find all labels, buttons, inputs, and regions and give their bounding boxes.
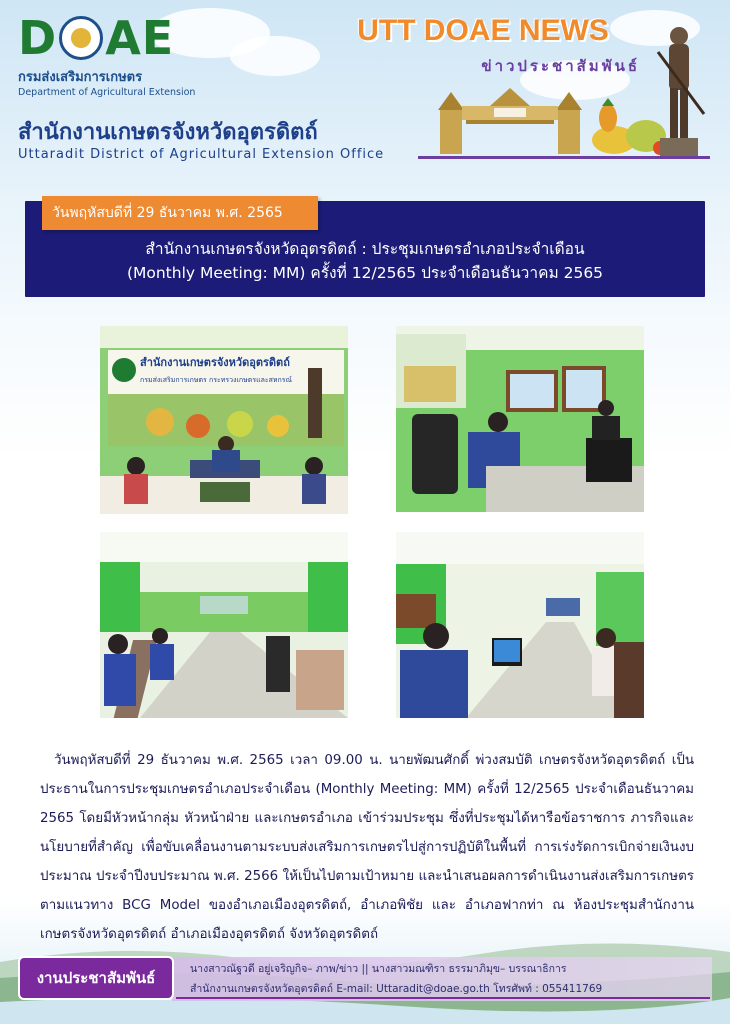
article-title-line-1: สำนักงานเกษตรจังหวัดอุตรดิตถ์ : ประชุมเกษตรอำเภอประจำเดือน bbox=[145, 240, 585, 258]
news-title: UTT DOAE NEWS bbox=[357, 14, 609, 47]
news-subtitle: ข่าวประชาสัมพันธ์ bbox=[481, 57, 640, 75]
footer-divider bbox=[176, 997, 710, 999]
city-gate-icon bbox=[430, 86, 590, 154]
cloud bbox=[230, 36, 320, 76]
logo-english-name: Department of Agricultural Extension bbox=[18, 87, 196, 98]
page-header bbox=[0, 0, 730, 175]
meeting-photo-3 bbox=[100, 532, 348, 718]
meeting-photo-4-image bbox=[396, 532, 644, 718]
meeting-photo-4 bbox=[396, 532, 644, 718]
article-body bbox=[40, 746, 694, 949]
office-name-thai: สำนักงานเกษตรจังหวัดอุตรดิตถ์ bbox=[18, 120, 318, 145]
article-date: วันพฤหัสบดีที่ 29 ธันวาคม พ.ศ. 2565 bbox=[42, 196, 318, 230]
meeting-photo-1-image bbox=[100, 326, 348, 514]
header-divider bbox=[418, 156, 710, 159]
logo-wordmark: D AE bbox=[18, 11, 175, 65]
meeting-photo-2-image bbox=[396, 326, 644, 512]
doae-logo bbox=[18, 12, 218, 98]
meeting-photo-2 bbox=[396, 326, 644, 512]
logo-thai-name: กรมส่งเสริมการเกษตร bbox=[18, 70, 143, 85]
footer-contact: สำนักงานเกษตรจังหวัดอุตรดิตถ์ E-mail: Uttaradit@doae.go.th โทรศัพท์ : 055411769 bbox=[190, 983, 603, 995]
office-name-english: Uttaradit District of Agricultural Extension Office bbox=[18, 147, 385, 162]
article-title-line-2: (Monthly Meeting: MM) ครั้งที่ 12/2565 ประจำเดือนธันวาคม 2565 bbox=[126, 264, 604, 282]
footer-credits: นางสาวณัฐวดี อยู่เจริญกิจ– ภาพ/ข่าว || นางสาวมณฑิรา ธรรมาภิมุข– บรรณาธิการ bbox=[190, 963, 567, 975]
meeting-photo-1 bbox=[100, 326, 348, 514]
statue-icon bbox=[648, 22, 710, 156]
footer-tag: งานประชาสัมพันธ์ bbox=[20, 958, 172, 998]
photo-banner-subtitle: กรมส่งเสริมการเกษตร กระทรวงเกษตรและสหกรณ์ bbox=[140, 376, 293, 384]
photo-banner-title: สำนักงานเกษตรจังหวัดอุตรดิตถ์ bbox=[140, 356, 290, 369]
meeting-photo-3-image bbox=[100, 532, 348, 718]
seal-icon bbox=[59, 16, 103, 60]
article-body-text: วันพฤหัสบดีที่ 29 ธันวาคม พ.ศ. 2565 เวลา 09.00 น. นายพัฒนศักดิ์ พ่วงสมบัติ เกษตรจังหวัดอุตรดิตถ์ เป็นประธานในการประชุมเกษตรอำเภอประจำเดือน (Monthly Meeting: MM) ครั้งที่ 12/2565 ประจำเดือนธันวาคม 2565 โดยมีหัวหน้ากลุ่ม หัวหน้าฝ่าย และเกษตรอำเภอ เข้าร่วมประชุม ซึ่งที่ประชุมได้หารือข้อราชการ ภารกิจและนโยบายที่สำคัญ เพื่อขับเคลื่อนงานตามระบบส่งเสริมการเกษตรไปสู่การปฏิบัติในพื้นที่ การเร่งรัดการเบิกจ่ายเงินงบประมาณ ประจำปีงบประมาณ พ.ศ. 2566 ให้เป็นไปตามเป้าหมาย และนำเสนอผลการดำเนินงานส่งเสริมการเกษตรตามแนวทาง BCG Model ของอำเภอเมืองอุตรดิตถ์, อำเภอพิชัย และ อำเภอฟากท่า ณ ห้องประชุมสำนักงานเกษตรจังหวัดอุตรดิตถ์ อำเภอเมืองอุตรดิตถ์ จังหวัดอุตรดิตถ์ bbox=[40, 753, 694, 942]
